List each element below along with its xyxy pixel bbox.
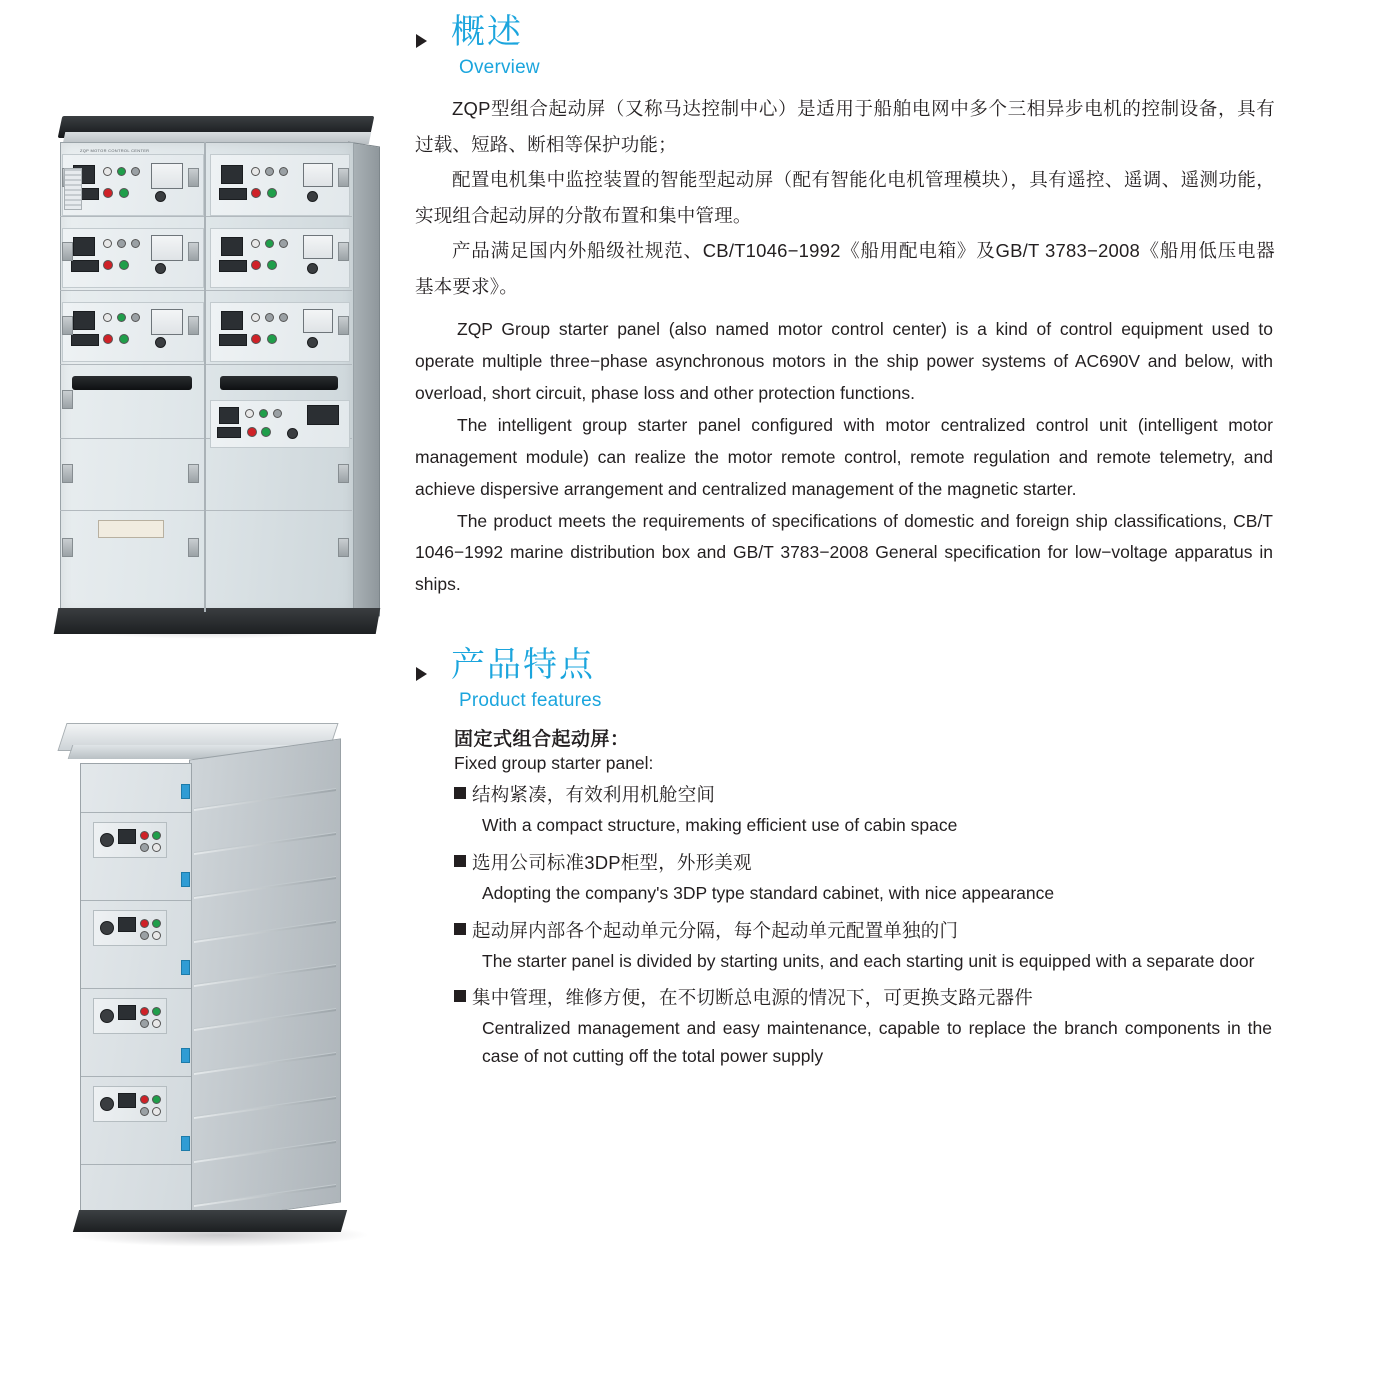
indicator-lamp — [152, 843, 161, 852]
ammeter — [151, 163, 183, 189]
feature-text-en: Adopting the company's 3DP type standard cabinet, with nice appearance — [482, 883, 1055, 904]
triangle-bullet-icon — [416, 667, 427, 681]
selector-knob — [100, 921, 114, 935]
starter-unit — [62, 228, 204, 288]
square-bullet-icon — [454, 990, 466, 1002]
paragraph: The intelligent group starter panel configured with motor centralized control unit (intelligent motor management module) can realize the motor remote control, remote regulation and remote telemetry, and achieve dispersive arrangement and centralized management of the magnetic starter. — [415, 415, 1273, 499]
meter-display — [118, 829, 136, 844]
door-hinge — [62, 242, 73, 261]
feature-item — [454, 916, 1288, 946]
overview-body-en — [415, 314, 1273, 601]
paragraph: ZQP Group starter panel (also named motor control center) is a kind of control equipment used to operate multiple three−phase asynchronous motors in the ship power systems of AC690V and below, with overload, short circuit, phase loss and other protection functions. — [415, 319, 1273, 404]
indicator-lamp — [251, 167, 260, 176]
indicator-lamp — [140, 1095, 149, 1104]
ammeter — [151, 309, 183, 335]
indicator-lamp — [131, 313, 140, 322]
meter-display — [307, 405, 339, 425]
side-seam — [194, 1096, 336, 1119]
indicator-lamp — [267, 188, 277, 198]
door-hinge — [338, 538, 349, 557]
door-hinge — [188, 168, 199, 187]
feature-text-cn: 集中管理，维修方便，在不切断总电源的情况下，可更换支路元器件 — [472, 987, 1034, 1009]
door-hinge — [188, 242, 199, 261]
indicator-lamp — [152, 1107, 161, 1116]
indicator-lamp — [152, 931, 161, 940]
panel-column-divider — [204, 142, 206, 612]
door-hinge — [62, 538, 73, 557]
indicator-lamp — [103, 167, 112, 176]
indicator-lamp — [152, 1095, 161, 1104]
indicator-lamp — [103, 239, 112, 248]
overview-title-en: Overview — [459, 57, 540, 79]
selector-knob — [100, 833, 114, 847]
triangle-bullet-icon — [416, 34, 427, 48]
door-seam — [81, 900, 191, 901]
feature-text-cn: 结构紧凑，有效利用机舱空间 — [472, 784, 716, 806]
section-overview — [410, 14, 1288, 601]
paragraph: 配置电机集中监控装置的智能型起动屏（配有智能化电机管理模块），具有遥控、遥调、遥测功能，实现组合起动屏的分散布置和集中管理。 — [415, 169, 1275, 226]
side-seam — [194, 964, 336, 987]
indicator-lamp — [140, 919, 149, 928]
square-bullet-icon — [454, 923, 466, 935]
indicator-lamp — [152, 1007, 161, 1016]
features-title-en: Product features — [459, 690, 602, 712]
starter-unit — [210, 154, 350, 216]
meter-display — [118, 917, 136, 932]
ammeter — [303, 163, 333, 187]
door-hinge — [62, 390, 73, 409]
indicator-lamp — [251, 334, 261, 344]
door-hinge — [338, 168, 349, 187]
indicator-lamp — [251, 188, 261, 198]
indicator-lamp — [265, 239, 274, 248]
indicator-lamp — [279, 313, 288, 322]
door-seam — [81, 1164, 191, 1165]
photo-group-starter-panel-front — [38, 108, 378, 648]
feature-item — [454, 848, 1288, 878]
indicator-lamp — [245, 409, 254, 418]
cabinet-base — [73, 1210, 347, 1232]
feature-text-cn: 起动屏内部各个起动单元分隔，每个起动单元配置单独的门 — [472, 919, 959, 941]
selector-knob — [307, 263, 318, 274]
indicator-lamp — [259, 409, 268, 418]
indicator-lamp — [103, 313, 112, 322]
cabinet-side-panel — [189, 738, 341, 1223]
selector-knob — [307, 337, 318, 348]
meter-display — [73, 237, 95, 256]
indicator-lamp — [152, 1019, 161, 1028]
indicator-lamp — [140, 1019, 149, 1028]
nameplate-strip — [217, 427, 241, 438]
door-hinge — [188, 316, 199, 335]
indicator-lamp — [117, 167, 126, 176]
section-product-features — [410, 647, 1288, 1070]
door-seam — [81, 988, 191, 989]
feature-text-en: The starter panel is divided by starting units, and each starting unit is equipped with a separate door — [482, 950, 1255, 971]
indicator-lamp — [119, 260, 129, 270]
indicator-lamp — [131, 167, 140, 176]
indicator-lamp — [131, 239, 140, 248]
side-seam — [194, 1184, 336, 1207]
indicator-lamp — [247, 427, 257, 437]
starter-unit — [93, 998, 167, 1034]
feature-text-en: Centralized management and easy maintenance, capable to replace the branch components in the case of not cutting off the total power supply — [482, 1018, 1272, 1066]
door-seam — [81, 812, 191, 813]
door-hinge — [338, 464, 349, 483]
ammeter — [151, 235, 183, 261]
indicator-lamp — [265, 313, 274, 322]
overview-body-cn — [415, 91, 1275, 304]
selector-knob — [307, 191, 318, 202]
selector-knob — [100, 1097, 114, 1111]
indicator-lamp — [251, 239, 260, 248]
door-latch — [181, 1136, 190, 1151]
starter-unit — [93, 1086, 167, 1122]
door-hinge — [338, 316, 349, 335]
indicator-lamp — [117, 239, 126, 248]
meter-display — [118, 1093, 136, 1108]
side-seam — [194, 1008, 336, 1031]
indicator-lamp — [265, 167, 274, 176]
side-seam — [194, 1052, 336, 1075]
panel-base — [54, 608, 381, 634]
side-seam — [194, 788, 336, 811]
feature-text-en: With a compact structure, making efficient use of cabin space — [482, 815, 958, 836]
indicator-lamp — [103, 334, 113, 344]
features-subtitle-cn: 固定式组合起动屏： — [454, 729, 630, 751]
nameplate-strip — [219, 334, 247, 346]
starter-unit — [62, 302, 204, 362]
meter-display — [219, 407, 239, 424]
features-body — [410, 724, 1288, 1070]
nameplate-strip — [71, 334, 99, 346]
panel-seam — [60, 216, 352, 217]
selector-knob — [100, 1009, 114, 1023]
nameplate-strip — [71, 260, 99, 272]
door-handle — [220, 376, 338, 390]
starter-unit — [62, 154, 204, 216]
indicator-lamp — [103, 260, 113, 270]
ammeter — [303, 309, 333, 333]
door-seam — [81, 1076, 191, 1077]
panel-seam — [60, 364, 352, 365]
door-hinge — [62, 316, 73, 335]
side-seam — [194, 832, 336, 855]
meter-display — [118, 1005, 136, 1020]
side-seam — [194, 876, 336, 899]
door-latch — [181, 1048, 190, 1063]
indicator-lamp — [103, 188, 113, 198]
indicator-lamp — [140, 831, 149, 840]
indicator-lamp — [261, 427, 271, 437]
door-hinge — [338, 242, 349, 261]
meter-display — [73, 311, 95, 330]
features-heading — [416, 647, 1288, 684]
nameplate-strip — [219, 188, 247, 200]
meter-display — [221, 165, 243, 184]
panel-top-marking: ZQP MOTOR CONTROL CENTER — [80, 148, 150, 153]
nameplate-strip — [219, 260, 247, 272]
paragraph: The product meets the requirements of specifications of domestic and foreign ship classifications, CB/T 1046−1992 marine distribution box and GB/T 3783−2008 General specification for low−voltage apparatus in ships. — [415, 510, 1273, 595]
door-latch — [181, 960, 190, 975]
starter-unit — [210, 302, 350, 362]
starter-unit — [210, 228, 350, 288]
door-hinge — [62, 464, 73, 483]
indicator-lamp — [152, 831, 161, 840]
side-seam — [194, 920, 336, 943]
indicator-lamp — [273, 409, 282, 418]
cabinet-front-doors — [80, 763, 192, 1217]
indicator-lamp — [267, 260, 277, 270]
photo-3dp-cabinet — [52, 705, 382, 1265]
side-seam — [194, 1140, 336, 1163]
indicator-lamp — [119, 188, 129, 198]
door-hinge — [188, 464, 199, 483]
door-handle — [72, 376, 192, 390]
selector-knob — [287, 428, 298, 439]
indicator-lamp — [267, 334, 277, 344]
panel-seam — [60, 510, 352, 511]
selector-knob — [155, 191, 166, 202]
indicator-lamp — [140, 1107, 149, 1116]
selector-knob — [155, 263, 166, 274]
square-bullet-icon — [454, 855, 466, 867]
indicator-lamp — [152, 919, 161, 928]
feature-item — [454, 780, 1288, 810]
features-title-cn: 产品特点 — [451, 646, 595, 685]
indicator-lamp — [119, 334, 129, 344]
starter-unit — [210, 400, 350, 448]
square-bullet-icon — [454, 787, 466, 799]
indicator-lamp — [140, 1007, 149, 1016]
features-subtitle-en: Fixed group starter panel: — [454, 753, 654, 774]
starter-unit — [93, 910, 167, 946]
indicator-lamp — [117, 313, 126, 322]
image-column — [0, 0, 400, 1379]
indicator-lamp — [251, 260, 261, 270]
door-latch — [181, 872, 190, 887]
feature-item — [454, 983, 1288, 1013]
indicator-lamp — [251, 313, 260, 322]
ventilation-louver — [64, 168, 82, 210]
starter-unit — [93, 822, 167, 858]
door-hinge — [188, 538, 199, 557]
indicator-lamp — [279, 239, 288, 248]
overview-heading — [416, 14, 1288, 51]
door-latch — [181, 784, 190, 799]
selector-knob — [155, 337, 166, 348]
ammeter — [303, 235, 333, 259]
feature-text-cn: 选用公司标准3DP柜型，外形美观 — [472, 852, 752, 874]
indicator-lamp — [140, 843, 149, 852]
indicator-lamp — [279, 167, 288, 176]
paragraph: 产品满足国内外船级社规范、CB/T1046−1992《船用配电箱》及GB/T 3783−2008《船用低压电器基本要求》。 — [415, 240, 1275, 297]
cabinet-nameplate — [98, 520, 164, 538]
meter-display — [221, 311, 243, 330]
text-column — [410, 0, 1288, 1379]
indicator-lamp — [140, 931, 149, 940]
panel-seam — [60, 290, 352, 291]
meter-display — [221, 237, 243, 256]
paragraph: ZQP型组合起动屏（又称马达控制中心）是适用于船舶电网中多个三相异步电机的控制设备，具有过载、短路、断相等保护功能； — [415, 98, 1275, 155]
overview-title-cn: 概述 — [451, 13, 523, 51]
